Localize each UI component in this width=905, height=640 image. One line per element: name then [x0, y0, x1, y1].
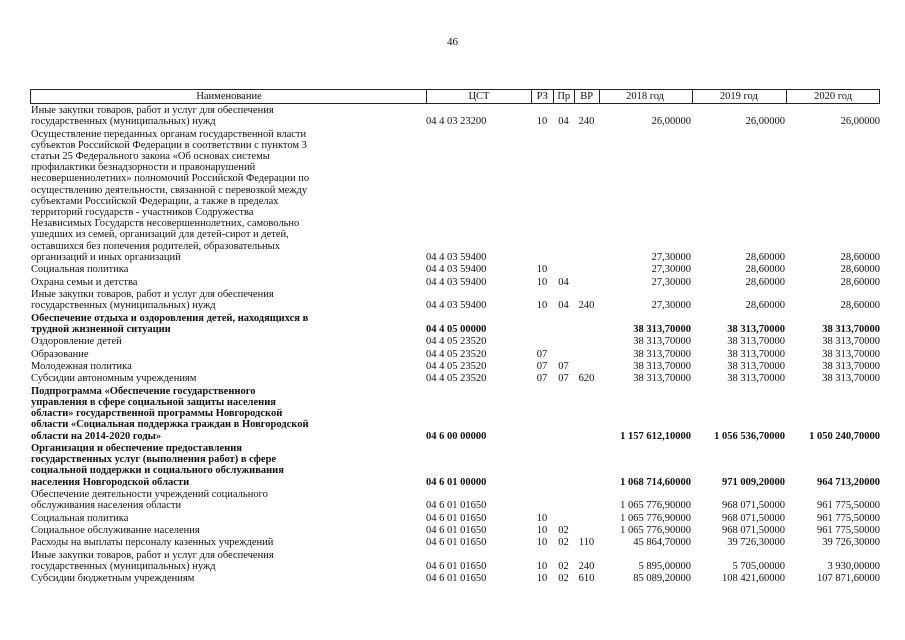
row-pr: 04: [558, 276, 569, 288]
row-amount-2018: 45 864,70000: [633, 537, 691, 549]
table-row: [30, 537, 880, 548]
header-vr: ВР: [574, 90, 599, 103]
table-header-row: [30, 89, 880, 104]
row-amount-2018: 1 068 714,60000: [620, 476, 691, 488]
row-amount-2018: 38 313,70000: [633, 323, 691, 335]
table-row: [30, 361, 880, 372]
table-row: [30, 443, 880, 488]
row-amount-2019: 28,60000: [745, 251, 785, 263]
row-vr: 620: [578, 373, 595, 385]
row-name: [30, 313, 426, 335]
header-cst: ЦСТ: [426, 90, 531, 103]
row-name-text: Образование: [31, 348, 89, 360]
row-amount-2020: 38 313,70000: [822, 323, 880, 335]
table-row: [30, 336, 880, 347]
row-amount-2020: 28,60000: [840, 300, 880, 312]
row-amount-2020: 26,00000: [840, 116, 880, 128]
row-cst: 04 6 01 01650: [426, 560, 487, 572]
row-amount-2019: 5 705,00000: [732, 560, 785, 572]
row-amount-2020: 38 313,70000: [822, 373, 880, 385]
row-name: [30, 264, 426, 275]
row-name: [30, 443, 426, 488]
header-rz: РЗ: [531, 90, 553, 103]
row-pr: 02: [558, 524, 569, 536]
table-row: [30, 550, 880, 572]
table-row: [30, 349, 880, 360]
row-name: [30, 361, 426, 372]
row-name-text: Организация и обеспечение предоставления государственных услуг (выполнения работ) в сфере социальной поддержки и социального обслуживания населения Новгородской области: [31, 442, 284, 488]
row-amount-2019: 968 071,50000: [722, 512, 785, 524]
row-cst: 04 4 05 23520: [426, 348, 487, 360]
row-amount-2018: 38 313,70000: [633, 336, 691, 348]
row-name-text: Субсидии бюджетным учреждениям: [31, 573, 195, 585]
row-name: [30, 336, 426, 347]
header-pr: Пр: [553, 90, 574, 103]
row-cst: 04 4 03 23200: [426, 116, 487, 128]
header-year-2019: 2019 год: [692, 90, 786, 103]
row-amount-2018: 1 065 776,90000: [620, 524, 691, 536]
row-amount-2019: 39 726,30000: [727, 537, 785, 549]
budget-table: [30, 89, 880, 585]
row-cst: 04 4 05 23520: [426, 360, 487, 372]
page-number: 46: [447, 36, 458, 48]
row-amount-2020: 38 313,70000: [822, 348, 880, 360]
row-amount-2018: 27,30000: [651, 264, 691, 276]
row-amount-2019: 28,60000: [745, 264, 785, 276]
row-amount-2018: 1 065 776,90000: [620, 500, 691, 512]
row-vr: 110: [578, 537, 595, 549]
row-amount-2019: 26,00000: [745, 116, 785, 128]
row-amount-2020: 1 050 240,70000: [809, 430, 880, 442]
row-amount-2018: 38 313,70000: [633, 373, 691, 385]
row-name: [30, 289, 426, 311]
table-row: [30, 129, 880, 263]
row-name-text: Обеспечение отдыха и оздоровления детей, находящихся в трудной жизненной ситуации: [31, 312, 309, 335]
row-rz: 07: [536, 373, 548, 385]
row-name: [30, 277, 426, 288]
row-pr: 04: [558, 116, 569, 128]
header-year-2020: 2020 год: [786, 90, 879, 103]
table-row: [30, 373, 880, 384]
row-name: [30, 489, 426, 511]
row-pr: 02: [558, 537, 569, 549]
row-amount-2018: 27,30000: [651, 251, 691, 263]
row-rz: 10: [536, 264, 548, 276]
row-rz: 10: [536, 560, 548, 572]
row-name: [30, 105, 426, 127]
row-name-text: Оздоровление детей: [31, 336, 122, 348]
row-amount-2018: 26,00000: [651, 116, 691, 128]
row-amount-2019: 38 313,70000: [727, 323, 785, 335]
row-rz: 10: [536, 300, 548, 312]
row-amount-2019: 108 421,60000: [722, 573, 785, 585]
row-name: [30, 386, 426, 442]
row-name-text: Субсидии автономным учреждениям: [31, 373, 197, 385]
row-rz: 10: [536, 524, 548, 536]
row-name: [30, 537, 426, 548]
row-name-text: Социальная политика: [31, 512, 129, 524]
row-pr: 07: [558, 360, 569, 372]
row-name: [30, 349, 426, 360]
row-amount-2018: 85 089,20000: [633, 573, 691, 585]
row-name-text: Иные закупки товаров, работ и услуг для обеспечения государственных (муниципальных) нужд: [31, 549, 274, 572]
row-pr: 02: [558, 560, 569, 572]
row-name-text: Иные закупки товаров, работ и услуг для обеспечения государственных (муниципальных) нужд: [31, 289, 274, 312]
row-cst: 04 4 03 59400: [426, 251, 487, 263]
row-cst: 04 4 05 23520: [426, 336, 487, 348]
row-amount-2019: 28,60000: [745, 276, 785, 288]
table-row: [30, 386, 880, 442]
row-name: [30, 129, 426, 263]
row-amount-2020: 28,60000: [840, 276, 880, 288]
row-amount-2020: 961 775,50000: [817, 500, 880, 512]
header-year-2018: 2018 год: [599, 90, 693, 103]
row-vr: 610: [578, 573, 595, 585]
row-pr: 02: [558, 573, 569, 585]
row-cst: 04 4 05 00000: [426, 323, 487, 335]
row-name: [30, 513, 426, 524]
row-name-text: Подпрограмма «Обеспечение государственного управления в сфере социальной защиты населения области» государственной программы Новгородской области «Социальная поддержка граждан в Новгородской области на 2014-2020 годы»: [31, 385, 309, 442]
row-name-text: Обеспечение деятельности учреждений социального обслуживания населения области: [31, 488, 268, 512]
row-name: [30, 525, 426, 536]
row-pr: 04: [558, 300, 569, 312]
row-amount-2020: 28,60000: [840, 264, 880, 276]
row-rz: 10: [536, 537, 548, 549]
row-rz: 10: [536, 573, 548, 585]
table-row: [30, 573, 880, 584]
table-body: [30, 105, 880, 585]
row-vr: 240: [578, 300, 595, 312]
row-amount-2020: 964 713,20000: [817, 476, 880, 488]
row-name: [30, 573, 426, 584]
row-cst: 04 4 05 23520: [426, 373, 487, 385]
row-amount-2018: 5 895,00000: [638, 560, 691, 572]
row-amount-2018: 38 313,70000: [633, 360, 691, 372]
row-name-text: Молодежная политика: [31, 360, 132, 372]
row-amount-2020: 28,60000: [840, 251, 880, 263]
row-cst: 04 6 01 01650: [426, 573, 487, 585]
row-amount-2018: 38 313,70000: [633, 348, 691, 360]
row-amount-2019: 1 056 536,70000: [714, 430, 785, 442]
row-vr: 240: [578, 116, 595, 128]
row-cst: 04 6 00 00000: [426, 430, 487, 442]
row-name-text: Расходы на выплаты персоналу казенных учреждений: [31, 537, 274, 549]
row-rz: 07: [536, 360, 548, 372]
table-row: [30, 525, 880, 536]
row-cst: 04 4 03 59400: [426, 300, 487, 312]
table-row: [30, 277, 880, 288]
row-name: [30, 550, 426, 572]
row-name-text: Осуществление переданных органам государственной власти субъектов Российской Федерации в соответствии с пунктом 3 статьи 25 Федерального закона «Об основах системы профилактики безнадзорности и правонарушений несовершеннолетних» полномочий Российской Федерации по осуществлению деятельности, связанной с перевозкой между субъектами Российской Федерации, а также в пределах территорий государств - участников Содружества Независимых Государств несовершеннолетних, самовольно ушедших из семей, организаций для детей-сирот и детей, оставшихся без попечения родителей, образовательных организаций и иных организаций: [31, 128, 310, 263]
row-amount-2020: 39 726,30000: [822, 537, 880, 549]
table-row: [30, 513, 880, 524]
row-vr: 240: [578, 560, 595, 572]
row-amount-2019: 38 313,70000: [727, 336, 785, 348]
table-row: [30, 264, 880, 275]
row-cst: 04 6 01 01650: [426, 512, 487, 524]
row-rz: 10: [536, 512, 548, 524]
row-amount-2019: 968 071,50000: [722, 524, 785, 536]
row-amount-2018: 27,30000: [651, 300, 691, 312]
row-rz: 10: [536, 116, 548, 128]
row-name-text: Охрана семьи и детства: [31, 276, 138, 288]
row-amount-2020: 961 775,50000: [817, 524, 880, 536]
table-row: [30, 489, 880, 511]
row-amount-2018: 1 065 776,90000: [620, 512, 691, 524]
row-amount-2020: 3 930,00000: [827, 560, 880, 572]
table-row: [30, 105, 880, 127]
row-amount-2020: 961 775,50000: [817, 512, 880, 524]
table-row: [30, 289, 880, 311]
row-cst: 04 6 01 01650: [426, 524, 487, 536]
row-cst: 04 4 03 59400: [426, 264, 487, 276]
row-amount-2018: 1 157 612,10000: [620, 430, 691, 442]
row-cst: 04 6 01 01650: [426, 500, 487, 512]
row-amount-2020: 38 313,70000: [822, 360, 880, 372]
row-amount-2018: 27,30000: [651, 276, 691, 288]
row-name-text: Социальное обслуживание населения: [31, 524, 200, 536]
row-rz: 10: [536, 276, 548, 288]
row-cst: 04 6 01 01650: [426, 537, 487, 549]
row-name: [30, 373, 426, 384]
row-amount-2019: 38 313,70000: [727, 348, 785, 360]
row-cst: 04 4 03 59400: [426, 276, 487, 288]
row-amount-2019: 968 071,50000: [722, 500, 785, 512]
table-row: [30, 313, 880, 335]
header-name: Наименование: [196, 91, 262, 102]
row-name-text: Социальная политика: [31, 264, 129, 276]
row-amount-2019: 38 313,70000: [727, 373, 785, 385]
row-amount-2019: 28,60000: [745, 300, 785, 312]
row-amount-2020: 107 871,60000: [817, 573, 880, 585]
row-cst: 04 6 01 00000: [426, 476, 487, 488]
row-amount-2019: 38 313,70000: [727, 360, 785, 372]
row-rz: 07: [536, 348, 548, 360]
row-pr: 07: [558, 373, 569, 385]
row-amount-2019: 971 009,20000: [722, 476, 785, 488]
row-amount-2020: 38 313,70000: [822, 336, 880, 348]
row-name-text: Иные закупки товаров, работ и услуг для обеспечения государственных (муниципальных) нужд: [31, 105, 274, 128]
